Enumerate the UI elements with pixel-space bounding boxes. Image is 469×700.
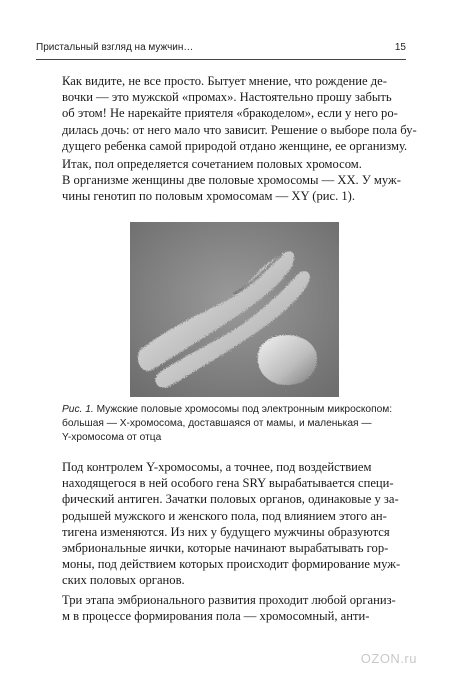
text-line: родышей мужского и женского пола, под влиянием этого ан- <box>62 508 387 523</box>
paragraph-2 <box>62 156 406 205</box>
caption-text: Мужские половые хромосомы под электронным микроскопом: <box>96 404 393 415</box>
text-line: Три этапа эмбрионального развития проходит любой организ- <box>62 593 396 607</box>
text-line: моны, под действием которых происходит формирование муж- <box>62 557 401 572</box>
text-line: об этом! Не нарекайте приятеля «бракоделом», если у него ро- <box>62 106 398 121</box>
text-line: вочки — это мужской «промах». Настоятельно прошу забыть <box>62 90 392 105</box>
caption-line: большая — X-хромосома, доставшаяся от мамы, и маленькая — <box>62 418 372 429</box>
paragraph-1 <box>62 73 417 154</box>
text-line: эмбриональные яички, которые начинают вырабатывать гор- <box>62 541 389 556</box>
text-line: находящегося в ней особого гена SRY вырабатывается специ- <box>62 476 394 491</box>
text-line: дилась дочь: от него мало что зависит. Решение о выборе пола бу- <box>62 122 417 137</box>
text-line: тигена изменяются. Из них у будущего мужчины образуются <box>62 524 390 539</box>
text-line: фический антиген. Зачатки половых органов, одинаковые у за- <box>62 492 399 507</box>
text-line: чины генотип по половым хромосомам — XY (рис. 1). <box>62 189 356 204</box>
watermark-logo: OZON.ru <box>360 651 417 666</box>
header-rule <box>36 59 406 60</box>
text-line: ских половых органов. <box>62 573 185 588</box>
paragraph-4 <box>62 592 406 624</box>
caption-line <box>62 403 406 417</box>
caption-line: Y-хромосома от отца <box>62 432 162 443</box>
text-line: м в процессе формирования пола — хромосомный, анти- <box>62 609 370 624</box>
running-title: Пристальный взгляд на мужчин… <box>36 42 194 53</box>
text-line: Под контролем Y-хромосомы, а точнее, под воздействием <box>62 460 372 474</box>
text-line: Как видите, не все просто. Бытует мнение, что рождение де- <box>62 74 387 88</box>
text-line: Итак, пол определяется сочетанием половых хромосом. <box>62 157 362 171</box>
figure-caption <box>62 403 406 445</box>
text-line: В организме женщины две половые хромосомы — XX. У муж- <box>62 173 401 188</box>
text-line: дущего ребенка самой природой отдано женщине, ее организму. <box>62 138 408 153</box>
paragraph-3 <box>62 459 406 589</box>
running-header <box>36 42 406 53</box>
y-chromosome-shape <box>258 335 317 385</box>
chromosome-micrograph <box>130 222 339 397</box>
figure-label: Рис. 1. <box>62 404 94 415</box>
page-number: 15 <box>394 42 406 53</box>
